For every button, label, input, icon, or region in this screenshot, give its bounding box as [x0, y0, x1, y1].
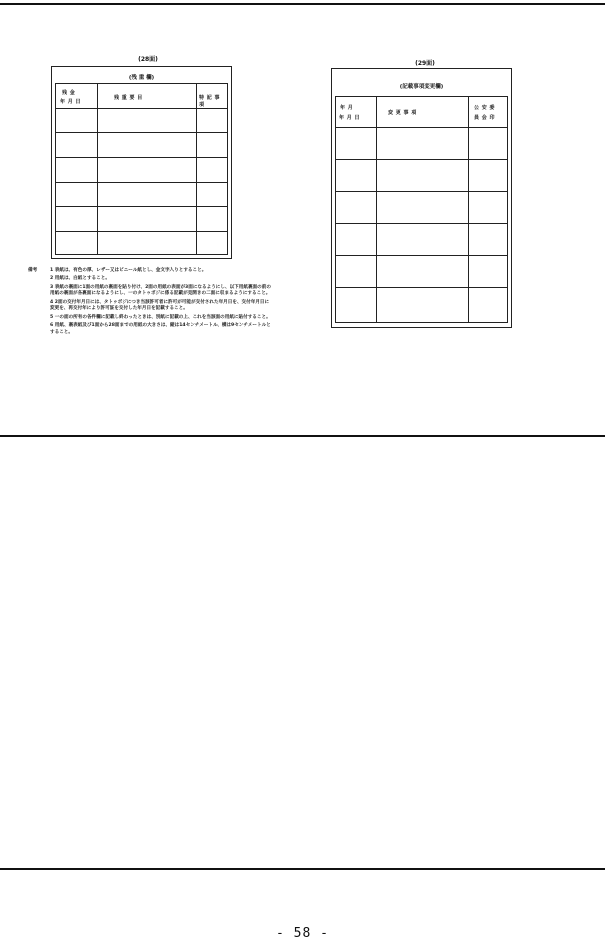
- note-item: 5 一の面の所有の各件欄に記載し終わったときは、別紙に記載の上、これを当該面の用紙に貼付すること。: [50, 314, 271, 320]
- note-item: 4 2面の交付年月日には、タトゥボジにつき当該許可者に許可が可能が交付された年月日を、交付年月日に変更を、再交付年により許可証を交付した年月日を記載すること。: [50, 299, 270, 312]
- right-form-title: (記載事項変更欄): [399, 84, 444, 90]
- page-number: - 58 -: [276, 926, 329, 941]
- header-middle: 残 重 要 目: [114, 95, 143, 101]
- row-divider: [56, 182, 227, 183]
- left-form: [51, 66, 232, 259]
- header-date-bottom: 年 月 日: [339, 115, 360, 121]
- row-divider: [56, 108, 227, 109]
- col-divider: [376, 97, 377, 322]
- note-item: 1 表紙は、有色の厚、レザー又はビニール紙とし、金文字入りとすること。: [50, 268, 207, 273]
- top-rule: [0, 3, 605, 5]
- note-item: 3 表紙の裏面に1面の用紙の裏面を貼り付け、2面の用紙の表面が3面になるようにし、以下用紙裏面の前の用紙の裏面が各裏面になるようにし、一のタトゥボジに係る記載が見開きの二面に収まるようにすること。: [50, 284, 271, 297]
- col-divider: [196, 84, 197, 254]
- header-right-bottom: 員 会 印: [474, 115, 495, 121]
- col-divider: [97, 84, 98, 254]
- right-form: [331, 68, 512, 328]
- note-item: 6 用紙、裏表紙及び1面から28面までの用紙の大きさは、縦は14センチメートル、横は9センチメートルとすること。: [50, 323, 271, 335]
- row-divider: [56, 231, 227, 232]
- row-divider: [56, 157, 227, 158]
- row-divider: [56, 132, 227, 133]
- middle-rule: [0, 435, 605, 437]
- note-item: 2 用紙は、白紙とすること。: [50, 276, 110, 282]
- left-form-caption: (28面): [138, 56, 158, 63]
- row-divider: [336, 255, 507, 256]
- bottom-rule: [0, 868, 605, 870]
- right-form-caption: (29面): [415, 60, 435, 67]
- row-divider: [336, 223, 507, 224]
- header-date-top: 年 月: [340, 105, 354, 111]
- header-right-top: 公 安 委: [474, 105, 495, 111]
- right-form-table: [335, 96, 508, 323]
- col-divider: [468, 97, 469, 322]
- notes-label: 備考: [28, 268, 38, 273]
- notes-block: [28, 268, 273, 338]
- row-divider: [336, 287, 507, 288]
- row-divider: [336, 159, 507, 160]
- row-divider: [56, 206, 227, 207]
- row-divider: [336, 127, 507, 128]
- header-date-top: 残 金: [62, 90, 76, 96]
- header-right: 特 記 事 項: [199, 95, 220, 108]
- header-middle: 変 更 事 項: [388, 110, 417, 116]
- row-divider: [336, 191, 507, 192]
- left-form-title: (残 重 欄): [128, 75, 155, 81]
- left-form-table: [55, 83, 228, 255]
- header-date-bottom: 年 月 日: [60, 99, 81, 105]
